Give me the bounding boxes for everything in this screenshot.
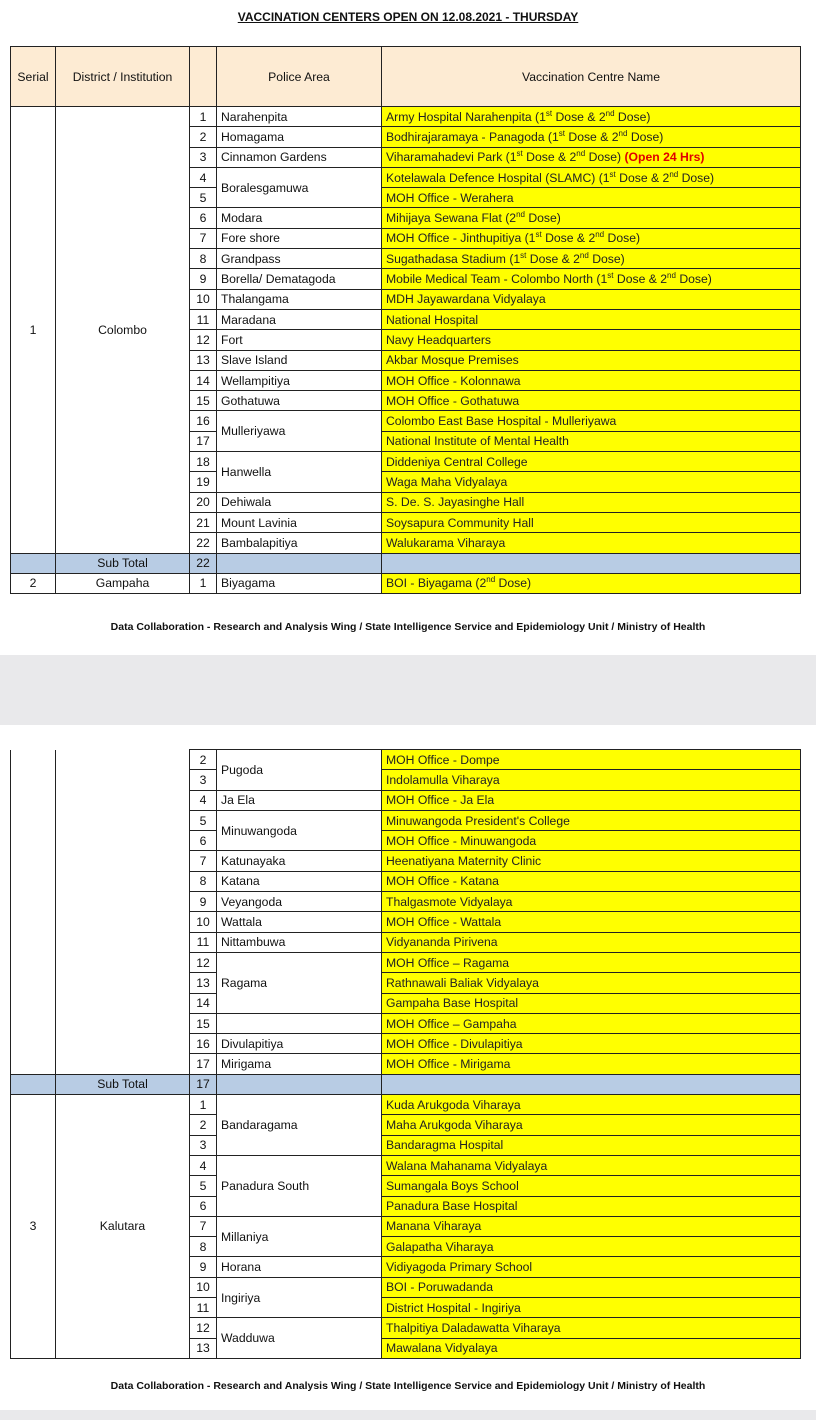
vaccination-centre-cell: Kuda Arukgoda Viharaya: [382, 1095, 801, 1115]
serial-cell: 2: [11, 573, 56, 593]
police-area-cell: Ja Ela: [217, 790, 382, 810]
header-vaccination-centre: Vaccination Centre Name: [382, 47, 801, 107]
superscript: nd: [576, 149, 586, 159]
subtotal-row: [11, 1074, 801, 1094]
centre-text: Dose): [495, 576, 532, 591]
police-area-cell: Thalangama: [217, 289, 382, 309]
centre-text: Dose & 2: [541, 231, 596, 246]
police-area-cell: Grandpass: [217, 249, 382, 269]
vaccination-centre-cell: Minuwangoda President's College: [382, 810, 801, 830]
police-area-cell: Bandaragama: [217, 1095, 382, 1156]
vaccination-centre-cell: Galapatha Viharaya: [382, 1237, 801, 1257]
vaccination-centre-cell: [382, 147, 801, 167]
subtotal-row: [11, 553, 801, 573]
centre-text: Kotelawala Defence Hospital (SLAMC) (1: [386, 170, 610, 185]
police-area-cell: [217, 1013, 382, 1033]
superscript: nd: [579, 250, 589, 260]
centre-text: Army Hospital Narahenpita (1: [386, 109, 546, 124]
vaccination-centre-cell: [382, 107, 801, 127]
police-area-cell: Ingiriya: [217, 1277, 382, 1318]
police-area-cell: Homagama: [217, 127, 382, 147]
vaccination-centre-cell: Mawalana Vidyalaya: [382, 1338, 801, 1358]
police-area-cell: Katana: [217, 871, 382, 891]
vaccination-centre-cell: Vidiyagoda Primary School: [382, 1257, 801, 1277]
vaccination-centre-cell: [382, 127, 801, 147]
vaccination-centre-cell: Rathnawali Baliak Vidyalaya: [382, 973, 801, 993]
vaccination-centre-cell: [382, 573, 801, 593]
row-number-cell: 15: [190, 1013, 217, 1033]
subtotal-value: 22: [190, 553, 217, 573]
superscript: st: [609, 169, 616, 179]
vaccination-centre-cell: Gampaha Base Hospital: [382, 993, 801, 1013]
row-number-cell: 9: [190, 269, 217, 289]
row-number-cell: 5: [190, 188, 217, 208]
row-number-cell: 15: [190, 391, 217, 411]
row-number-cell: 9: [190, 892, 217, 912]
serial-cell: 3: [11, 1095, 56, 1359]
row-number-cell: 7: [190, 1216, 217, 1236]
district-cell-continued: [56, 750, 190, 1075]
district-cell: Gampaha: [56, 573, 190, 593]
vaccination-centre-cell: Heenatiyana Maternity Clinic: [382, 851, 801, 871]
superscript: st: [516, 149, 523, 159]
row-number-cell: 5: [190, 1176, 217, 1196]
centre-text: Dose & 2: [526, 251, 580, 266]
vaccination-centre-cell: [382, 208, 801, 228]
subtotal-serial-cell: [11, 553, 56, 573]
centre-text: Mobile Medical Team - Colombo North (1: [386, 272, 608, 287]
police-area-cell: Mulleriyawa: [217, 411, 382, 452]
vaccination-centre-cell: [382, 249, 801, 269]
document-footer: Data Collaboration - Research and Analysis Wing / State Intelligence Service and Epidemiology Unit / Ministry of Health: [110, 621, 706, 633]
police-area-cell: Mount Lavinia: [217, 512, 382, 532]
police-area-cell: Boralesgamuwa: [217, 167, 382, 208]
police-area-cell: Maradana: [217, 309, 382, 329]
table-header-row: [11, 47, 801, 107]
row-number-cell: 2: [190, 1115, 217, 1135]
row-number-cell: 3: [190, 770, 217, 790]
row-number-cell: 8: [190, 249, 217, 269]
police-area-cell: Bambalapitiya: [217, 533, 382, 553]
document-footer: Data Collaboration - Research and Analysis Wing / State Intelligence Service and Epidemiology Unit / Ministry of Health: [110, 1380, 706, 1392]
row-number-cell: 14: [190, 370, 217, 390]
header-district: District / Institution: [56, 47, 190, 107]
superscript: nd: [618, 128, 628, 138]
vaccination-centre-cell: Navy Headquarters: [382, 330, 801, 350]
header-serial: Serial: [11, 47, 56, 107]
row-number-cell: 5: [190, 810, 217, 830]
row-number-cell: 21: [190, 512, 217, 532]
vaccination-centre-cell: Colombo East Base Hospital - Mulleriyawa: [382, 411, 801, 431]
vaccination-centre-cell: MOH Office – Ragama: [382, 952, 801, 972]
centre-text: Dose & 2: [613, 272, 668, 287]
document-page-1: [0, 0, 816, 655]
vaccination-centre-cell: MOH Office – Gampaha: [382, 1013, 801, 1033]
centre-text: Dose & 2: [615, 170, 670, 185]
vaccination-centre-cell: National Hospital: [382, 309, 801, 329]
vaccination-centre-cell: Akbar Mosque Premises: [382, 350, 801, 370]
superscript: st: [545, 108, 553, 118]
subtotal-label: Sub Total: [56, 1074, 190, 1094]
police-area-cell: Ragama: [217, 952, 382, 1013]
centre-text: Dose & 2: [522, 150, 577, 165]
vaccination-centre-cell: MOH Office - Ja Ela: [382, 790, 801, 810]
vaccination-centre-cell: MOH Office - Gothatuwa: [382, 391, 801, 411]
row-number-cell: 17: [190, 431, 217, 451]
row-number-cell: 1: [190, 573, 217, 593]
superscript: nd: [595, 230, 605, 240]
district-cell: Colombo: [56, 107, 190, 554]
vaccination-centre-cell: MDH Jayawardana Vidyalaya: [382, 289, 801, 309]
document-title: VACCINATION CENTERS OPEN ON 12.08.2021 - THURSDAY: [237, 10, 579, 24]
table-row: [11, 107, 801, 127]
vaccination-centre-cell: Soysapura Community Hall: [382, 512, 801, 532]
vaccination-centre-cell: MOH Office - Katana: [382, 871, 801, 891]
vaccination-centre-cell: MOH Office - Mirigama: [382, 1054, 801, 1074]
table-row: [11, 1095, 801, 1115]
superscript: st: [558, 128, 565, 138]
vaccination-table-part-1: [10, 46, 801, 594]
row-number-cell: 13: [190, 350, 217, 370]
row-number-cell: 8: [190, 1237, 217, 1257]
row-number-cell: 3: [190, 1135, 217, 1155]
vaccination-centre-cell: Manana Viharaya: [382, 1216, 801, 1236]
centre-text: Dose): [614, 109, 651, 124]
table-row: [11, 750, 801, 770]
row-number-cell: 2: [190, 750, 217, 770]
row-number-cell: 4: [190, 1155, 217, 1175]
police-area-cell: Hanwella: [217, 452, 382, 493]
row-number-cell: 19: [190, 472, 217, 492]
centre-text: Dose): [627, 129, 664, 144]
police-area-cell: Dehiwala: [217, 492, 382, 512]
vaccination-centre-cell: MOH Office - Divulapitiya: [382, 1034, 801, 1054]
row-number-cell: 22: [190, 533, 217, 553]
subtotal-value: 17: [190, 1074, 217, 1094]
superscript: st: [535, 230, 542, 240]
police-area-cell: Borella/ Dematagoda: [217, 269, 382, 289]
row-number-cell: 17: [190, 1054, 217, 1074]
row-number-cell: 4: [190, 167, 217, 187]
row-number-cell: 10: [190, 912, 217, 932]
row-number-cell: 11: [190, 1298, 217, 1318]
vaccination-centre-cell: [382, 228, 801, 248]
vaccination-centre-cell: Waga Maha Vidyalaya: [382, 472, 801, 492]
centre-text: Dose): [524, 211, 561, 226]
superscript: nd: [486, 575, 496, 585]
row-number-cell: 3: [190, 147, 217, 167]
police-area-cell: Nittambuwa: [217, 932, 382, 952]
row-number-cell: 6: [190, 1196, 217, 1216]
row-number-cell: 2: [190, 127, 217, 147]
centre-text: Dose & 2: [552, 109, 606, 124]
police-area-cell: Modara: [217, 208, 382, 228]
subtotal-centre-cell: [382, 553, 801, 573]
centre-text: Sugathadasa Stadium (1: [386, 251, 521, 266]
vaccination-centre-cell: MOH Office - Wattala: [382, 912, 801, 932]
row-number-cell: 12: [190, 952, 217, 972]
vaccination-centre-cell: Maha Arukgoda Viharaya: [382, 1115, 801, 1135]
row-number-cell: 7: [190, 851, 217, 871]
vaccination-table-part-2: [10, 749, 801, 1359]
centre-text: Dose): [604, 231, 641, 246]
subtotal-label: Sub Total: [56, 553, 190, 573]
vaccination-centre-cell: Thalgasmote Vidyalaya: [382, 892, 801, 912]
police-area-cell: Wattala: [217, 912, 382, 932]
police-area-cell: Divulapitiya: [217, 1034, 382, 1054]
police-area-cell: Panadura South: [217, 1155, 382, 1216]
police-area-cell: Fort: [217, 330, 382, 350]
row-number-cell: 1: [190, 1095, 217, 1115]
row-number-cell: 20: [190, 492, 217, 512]
open-24hrs-note: (Open 24 Hrs): [624, 150, 705, 165]
vaccination-centre-cell: [382, 167, 801, 187]
vaccination-centre-cell: Sumangala Boys School: [382, 1176, 801, 1196]
row-number-cell: 10: [190, 1277, 217, 1297]
row-number-cell: 16: [190, 411, 217, 431]
police-area-cell: Gothatuwa: [217, 391, 382, 411]
subtotal-serial-cell: [11, 1074, 56, 1094]
row-number-cell: 14: [190, 993, 217, 1013]
vaccination-centre-cell: Indolamulla Viharaya: [382, 770, 801, 790]
centre-text: Dose): [675, 272, 712, 287]
police-area-cell: Wadduwa: [217, 1318, 382, 1359]
vaccination-centre-cell: Diddeniya Central College: [382, 452, 801, 472]
row-number-cell: 1: [190, 107, 217, 127]
vaccination-centre-cell: Walana Mahanama Vidyalaya: [382, 1155, 801, 1175]
vaccination-centre-cell: Bandaragma Hospital: [382, 1135, 801, 1155]
vaccination-centre-cell: Vidyananda Pirivena: [382, 932, 801, 952]
row-number-cell: 13: [190, 1338, 217, 1358]
vaccination-centre-cell: MOH Office - Minuwangoda: [382, 831, 801, 851]
document-page-2: [0, 725, 816, 1410]
subtotal-area-cell: [217, 553, 382, 573]
police-area-cell: Katunayaka: [217, 851, 382, 871]
centre-text: Dose): [588, 251, 625, 266]
row-number-cell: 16: [190, 1034, 217, 1054]
centre-text: Viharamahadevi Park (1: [386, 150, 517, 165]
centre-text: Dose): [585, 150, 625, 165]
police-area-cell: Fore shore: [217, 228, 382, 248]
row-number-cell: 10: [190, 289, 217, 309]
vaccination-centre-cell: BOI - Poruwadanda: [382, 1277, 801, 1297]
header-police-area: Police Area: [217, 47, 382, 107]
row-number-cell: 11: [190, 932, 217, 952]
centre-text: Mihijaya Sewana Flat (2: [386, 211, 517, 226]
vaccination-centre-cell: S. De. S. Jayasinghe Hall: [382, 492, 801, 512]
row-number-cell: 12: [190, 1318, 217, 1338]
row-number-cell: 13: [190, 973, 217, 993]
centre-text: BOI - Biyagama (2: [386, 576, 487, 591]
police-area-cell: Horana: [217, 1257, 382, 1277]
superscript: nd: [605, 108, 615, 118]
subtotal-centre-cell: [382, 1074, 801, 1094]
serial-cell-continued: [11, 750, 56, 1075]
row-number-cell: 9: [190, 1257, 217, 1277]
row-number-cell: 12: [190, 330, 217, 350]
centre-text: Bodhirajaramaya - Panagoda (1: [386, 129, 559, 144]
row-number-cell: 11: [190, 309, 217, 329]
police-area-cell: Narahenpita: [217, 107, 382, 127]
vaccination-centre-cell: Thalpitiya Daladawatta Viharaya: [382, 1318, 801, 1338]
centre-text: Dose & 2: [565, 129, 619, 144]
row-number-cell: 6: [190, 831, 217, 851]
vaccination-centre-cell: Walukarama Viharaya: [382, 533, 801, 553]
header-number: [190, 47, 217, 107]
superscript: nd: [516, 210, 525, 220]
police-area-cell: Millaniya: [217, 1216, 382, 1257]
police-area-cell: Pugoda: [217, 750, 382, 791]
police-area-cell: Slave Island: [217, 350, 382, 370]
superscript: st: [520, 250, 527, 260]
row-number-cell: 8: [190, 871, 217, 891]
row-number-cell: 7: [190, 228, 217, 248]
superscript: st: [607, 270, 614, 280]
row-number-cell: 6: [190, 208, 217, 228]
centre-text: MOH Office - Jinthupitiya (1: [386, 231, 536, 246]
police-area-cell: Minuwangoda: [217, 810, 382, 851]
centre-text: Dose): [678, 170, 715, 185]
police-area-cell: Veyangoda: [217, 892, 382, 912]
subtotal-area-cell: [217, 1074, 382, 1094]
table-row: [11, 573, 801, 593]
row-number-cell: 18: [190, 452, 217, 472]
police-area-cell: Cinnamon Gardens: [217, 147, 382, 167]
police-area-cell: Wellampitiya: [217, 370, 382, 390]
superscript: nd: [669, 169, 679, 179]
vaccination-centre-cell: District Hospital - Ingiriya: [382, 1298, 801, 1318]
vaccination-centre-cell: MOH Office - Kolonnawa: [382, 370, 801, 390]
vaccination-centre-cell: Panadura Base Hospital: [382, 1196, 801, 1216]
vaccination-centre-cell: MOH Office - Dompe: [382, 750, 801, 770]
vaccination-centre-cell: National Institute of Mental Health: [382, 431, 801, 451]
district-cell: Kalutara: [56, 1095, 190, 1359]
superscript: nd: [667, 270, 676, 280]
serial-cell: 1: [11, 107, 56, 554]
police-area-cell: Mirigama: [217, 1054, 382, 1074]
police-area-cell: Biyagama: [217, 573, 382, 593]
vaccination-centre-cell: [382, 269, 801, 289]
row-number-cell: 4: [190, 790, 217, 810]
vaccination-centre-cell: MOH Office - Werahera: [382, 188, 801, 208]
